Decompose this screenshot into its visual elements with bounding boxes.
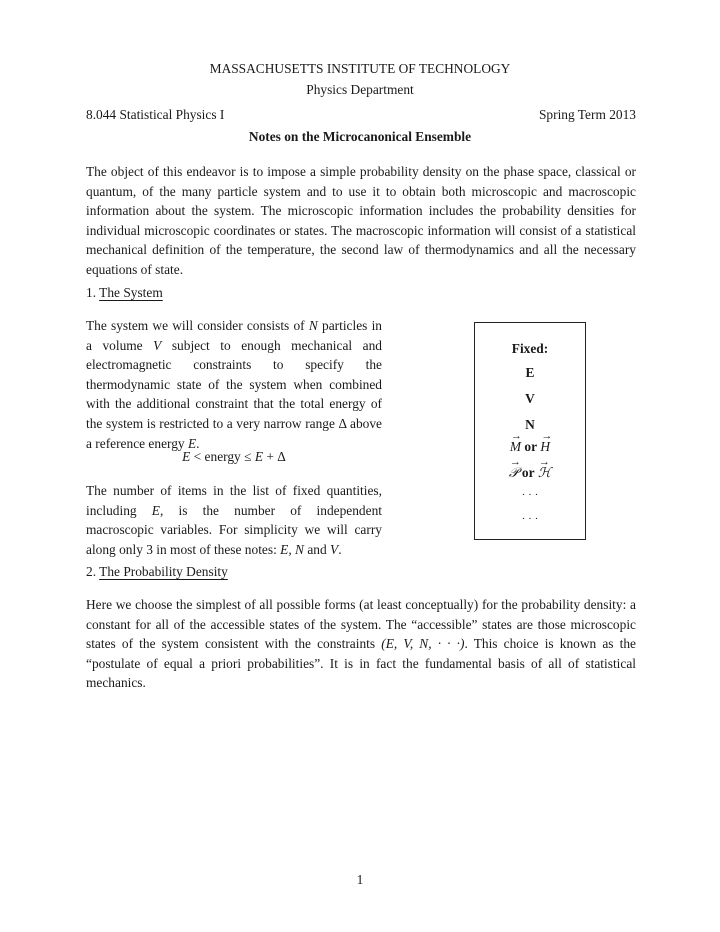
intro-paragraph: The object of this endeavor is to impose a simple probability density on the phase space, classical or quantum, of the many particle system and to use it to obtain both microscopic and macroscopic information about the system. The microscopic information includes the probability densities for individual microscopic coordinates or states. The macroscopic information will consist of a statistical mechanical definition of the temperature, the second law of thermodynamics and all the necessary equations of state.: [86, 164, 636, 277]
document-title: Notes on the Microcanonical Ensemble: [248, 129, 472, 144]
system-description: The system we will consider consists of N particles in a volume V subject to enough mechanical and electromagnetic constraints to specify the thermodynamic state of the system when combined with the additional constraint that the total energy of the system is restricted to a very narrow range Δ above a reference energy E.: [86, 318, 382, 451]
section-1-title: The System: [99, 285, 163, 300]
department-name: Physics Department: [306, 82, 414, 97]
section-1-number: 1.: [86, 285, 97, 300]
fixed-item-polarization: → 𝒫 or → ℋ: [508, 456, 552, 480]
fixed-item-v: V: [525, 391, 535, 406]
course-label: 8.044 Statistical Physics I: [86, 107, 225, 122]
fixed-heading: Fixed:: [511, 341, 549, 356]
section-2-number: 2.: [86, 564, 97, 579]
energy-range-equation: E < energy ≤ E + Δ: [182, 449, 286, 464]
fixed-item-ellipsis-2: · · ·: [521, 513, 539, 525]
term-label: Spring Term 2013: [538, 107, 636, 122]
macroscopic-variables-paragraph: The number of items in the list of fixed quantities, including E, is the number of independent macroscopic variables. For simplicity we will carry along only 3 in most of these notes: E, N and V.: [86, 483, 382, 557]
institution-name: MASSACHUSETTS INSTITUTE OF TECHNOLOGY: [209, 61, 511, 76]
probability-density-paragraph: Here we choose the simplest of all possible forms (at least conceptually) for the probability density: a constant for all of the accessible states of the system. The “accessible” states are those microscopic states of the system consistent with the constraints (E, V, N, · · ·). This choice is known as the “postulate of equal a priori probabilities”. It is in fact the fundamental basis of all of statistical mechanics.: [86, 597, 636, 691]
section-1-heading: [86, 285, 163, 301]
section-2-heading: [86, 564, 228, 580]
fixed-item-ellipsis-1: · · ·: [521, 489, 539, 501]
page-number: 1: [356, 872, 364, 887]
fixed-item-n: N: [525, 417, 535, 432]
fixed-quantities-box: [474, 322, 586, 540]
fixed-item-magnetic: → M or → H: [509, 430, 553, 454]
fixed-item-e: E: [525, 365, 535, 380]
section-2-title: The Probability Density: [99, 564, 228, 579]
